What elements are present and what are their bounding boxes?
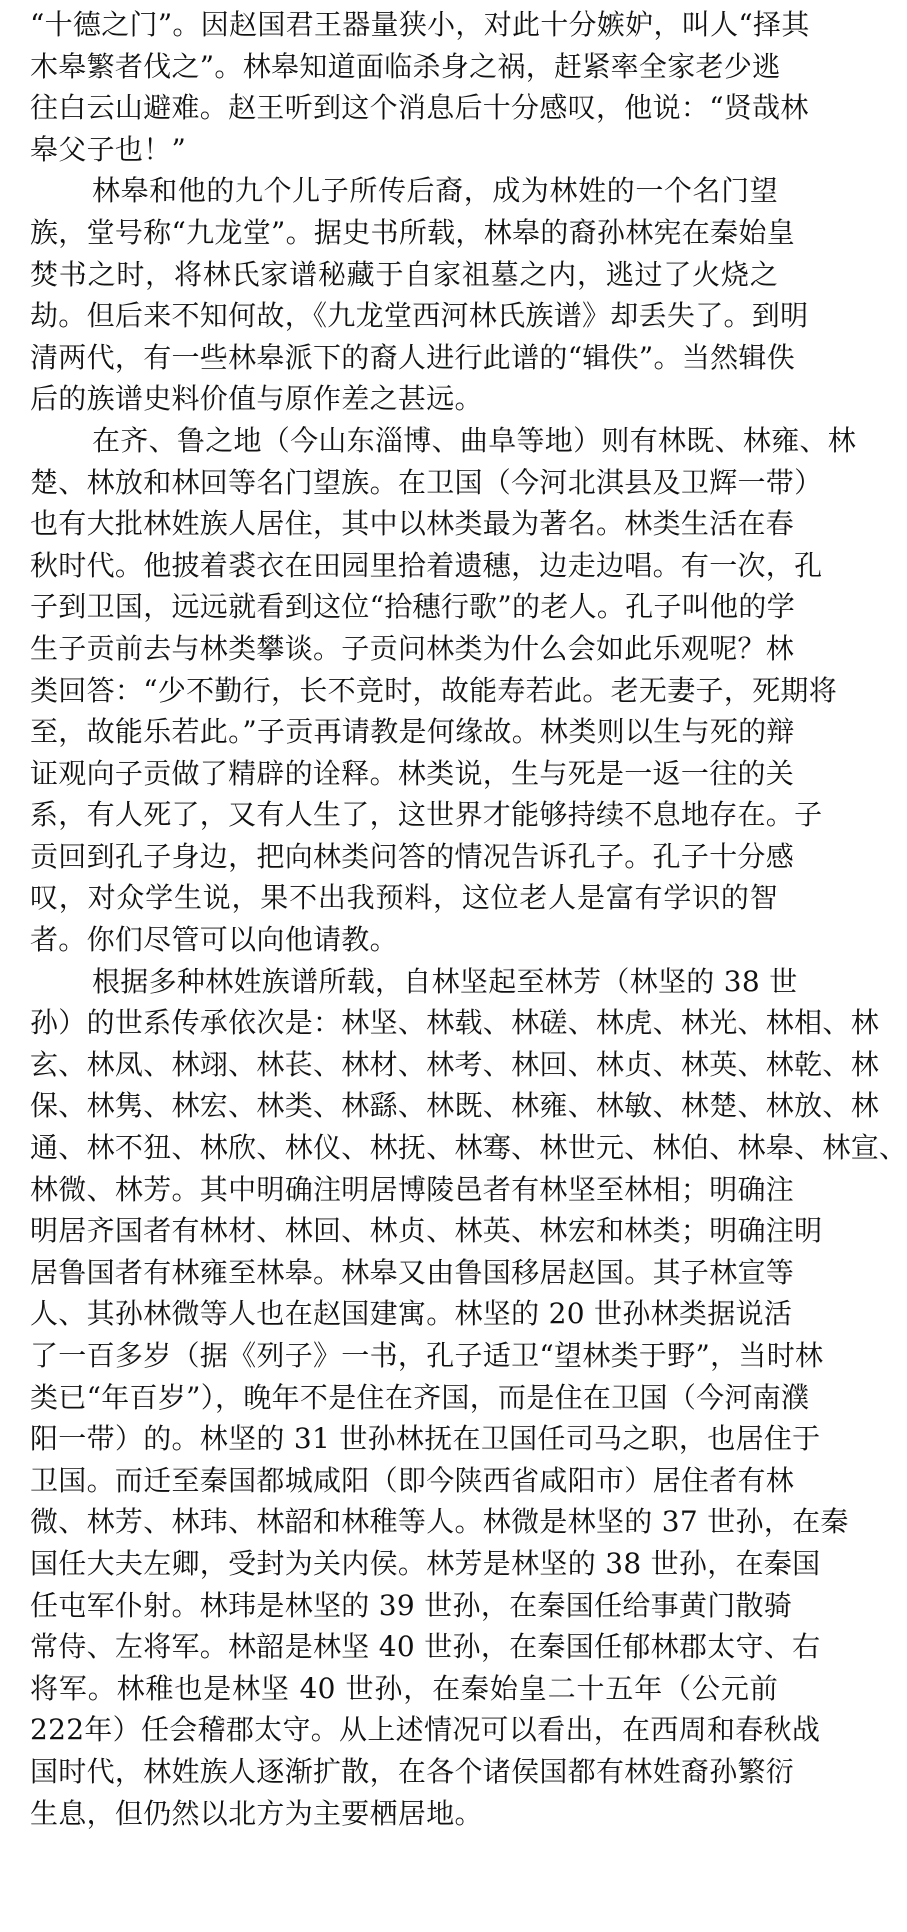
- text-line: 通、林不狃、林欣、林仪、林抚、林骞、林世元、林伯、林皋、林宣、: [30, 1131, 907, 1165]
- text-line: 劫。但后来不知何故，《九龙堂西河林氏族谱》却丢失了。到明: [30, 299, 809, 333]
- text-line: 任屯军仆射。林玮是林坚的 39 世孙，在秦国任给事黄门散骑: [30, 1588, 793, 1622]
- text-line: 后的族谱史料价值与原作差之甚远。: [30, 382, 483, 416]
- text-line: 国任大夫左卿，受封为关内侯。林芳是林坚的 38 世孙，在秦国: [30, 1546, 821, 1580]
- text-line: 人、其孙林微等人也在赵国建寓。林坚的 20 世孙林类据说活: [30, 1297, 793, 1331]
- text-line: 木皋繁者伐之”。林皋知道面临杀身之祸，赶紧率全家老少逃: [30, 49, 781, 83]
- text-line: 叹，对众学生说，果不出我预料，这位老人是富有学识的智: [30, 881, 778, 915]
- text-line: 保、林隽、林宏、林类、林繇、林既、林雍、林敏、林楚、林放、林: [30, 1089, 880, 1123]
- text-line: 焚书之时，将林氏家谱秘藏于自家祖墓之内，逃过了火烧之: [30, 257, 778, 291]
- text-line: 皋父子也！”: [30, 132, 187, 166]
- text-line: 卫国。而迁至秦国都城咸阳（即今陕西省咸阳市）居住者有林: [30, 1463, 795, 1497]
- text-line: 至，故能乐若此。”子贡再请教是何缘故。林类则以生与死的辩: [30, 715, 795, 749]
- text-line: 楚、林放和林回等名门望族。在卫国（今河北淇县及卫辉一带）: [30, 465, 823, 499]
- text-line: 系，有人死了，又有人生了，这世界才能够持续不息地存在。子: [30, 798, 823, 832]
- text-line: 玄、林凤、林翊、林苌、林材、林考、林回、林贞、林英、林乾、林: [30, 1047, 880, 1081]
- paragraph-1: [30, 4, 810, 170]
- text-line: 贡回到孔子身边，把向林类问答的情况告诉孔子。孔子十分感: [30, 839, 795, 873]
- text-line: 族，堂号称“九龙堂”。据史书所载，林皋的裔孙林宪在秦始皇: [30, 215, 796, 249]
- text-line: 在齐、鲁之地（今山东淄博、曲阜等地）则有林既、林雍、林: [92, 423, 857, 457]
- text-line: 子到卫国，远远就看到这位“拾穗行歌”的老人。孔子叫他的学: [30, 590, 796, 624]
- text-line: 者。你们尽管可以向他请教。: [30, 923, 398, 957]
- paragraph-3: [30, 420, 857, 961]
- text-line: 清两代，有一些林皋派下的裔人进行此谱的“辑佚”。当然辑佚: [30, 340, 796, 374]
- text-line: 微、林芳、林玮、林韶和林稚等人。林微是林坚的 37 世孙，在秦: [30, 1505, 849, 1539]
- text-line: 居鲁国者有林雍至林皋。林皋又由鲁国移居赵国。其子林宣等: [30, 1255, 795, 1289]
- text-line: 明居齐国者有林材、林回、林贞、林英、林宏和林类；明确注明: [30, 1214, 823, 1248]
- text-line: 孙）的世系传承依次是：林坚、林载、林磋、林虎、林光、林相、林: [30, 1006, 880, 1040]
- text-line: 证观向子贡做了精辟的诠释。林类说，生与死是一返一往的关: [30, 756, 795, 790]
- text-line: 常侍、左将军。林韶是林坚 40 世孙，在秦国任郁林郡太守、右: [30, 1630, 821, 1664]
- text-line: 类回答：“少不勤行，长不竞时，故能寿若此。老无妻子，死期将: [30, 673, 838, 707]
- text-line: 阳一带）的。林坚的 31 世孙林抚在卫国任司马之职，也居住于: [30, 1422, 821, 1456]
- text-line: 往白云山避难。赵王听到这个消息后十分感叹，他说：“贤哉林: [30, 91, 809, 125]
- text-line: 林微、林芳。其中明确注明居博陵邑者有林坚至林相；明确注: [30, 1172, 795, 1206]
- text-line: 222年）任会稽郡太守。从上述情况可以看出，在西周和春秋战: [30, 1713, 821, 1747]
- paragraph-4: [30, 961, 907, 1834]
- text-line: 也有大批林姓族人居住，其中以林类最为著名。林类生活在春: [30, 507, 795, 541]
- text-line: 秋时代。他披着裘衣在田园里拾着遗穗，边走边唱。有一次，孔: [30, 548, 823, 582]
- text-line: 了一百多岁（据《列子》一书，孔子适卫“望林类于野”，当时林: [30, 1339, 824, 1372]
- text-line: 根据多种林姓族谱所载，自林坚起至林芳（林坚的 38 世: [92, 964, 798, 998]
- text-line: 生息，但仍然以北方为主要栖居地。: [30, 1796, 483, 1830]
- text-line: “十德之门”。因赵国君王器量狭小，对此十分嫉妒，叫人“择其: [30, 8, 810, 41]
- paragraph-2: [30, 170, 809, 420]
- text-line: 林皋和他的九个儿子所传后裔，成为林姓的一个名门望: [92, 174, 778, 208]
- text-line: 类已“年百岁”），晚年不是住在齐国，而是住在卫国（今河南濮: [30, 1380, 810, 1414]
- text-line: 生子贡前去与林类攀谈。子贡问林类为什么会如此乐观呢？林: [30, 631, 795, 665]
- text-line: 国时代，林姓族人逐渐扩散，在各个诸侯国都有林姓裔孙繁衍: [30, 1754, 795, 1788]
- text-line: 将军。林稚也是林坚 40 世孙，在秦始皇二十五年（公元前: [30, 1671, 778, 1705]
